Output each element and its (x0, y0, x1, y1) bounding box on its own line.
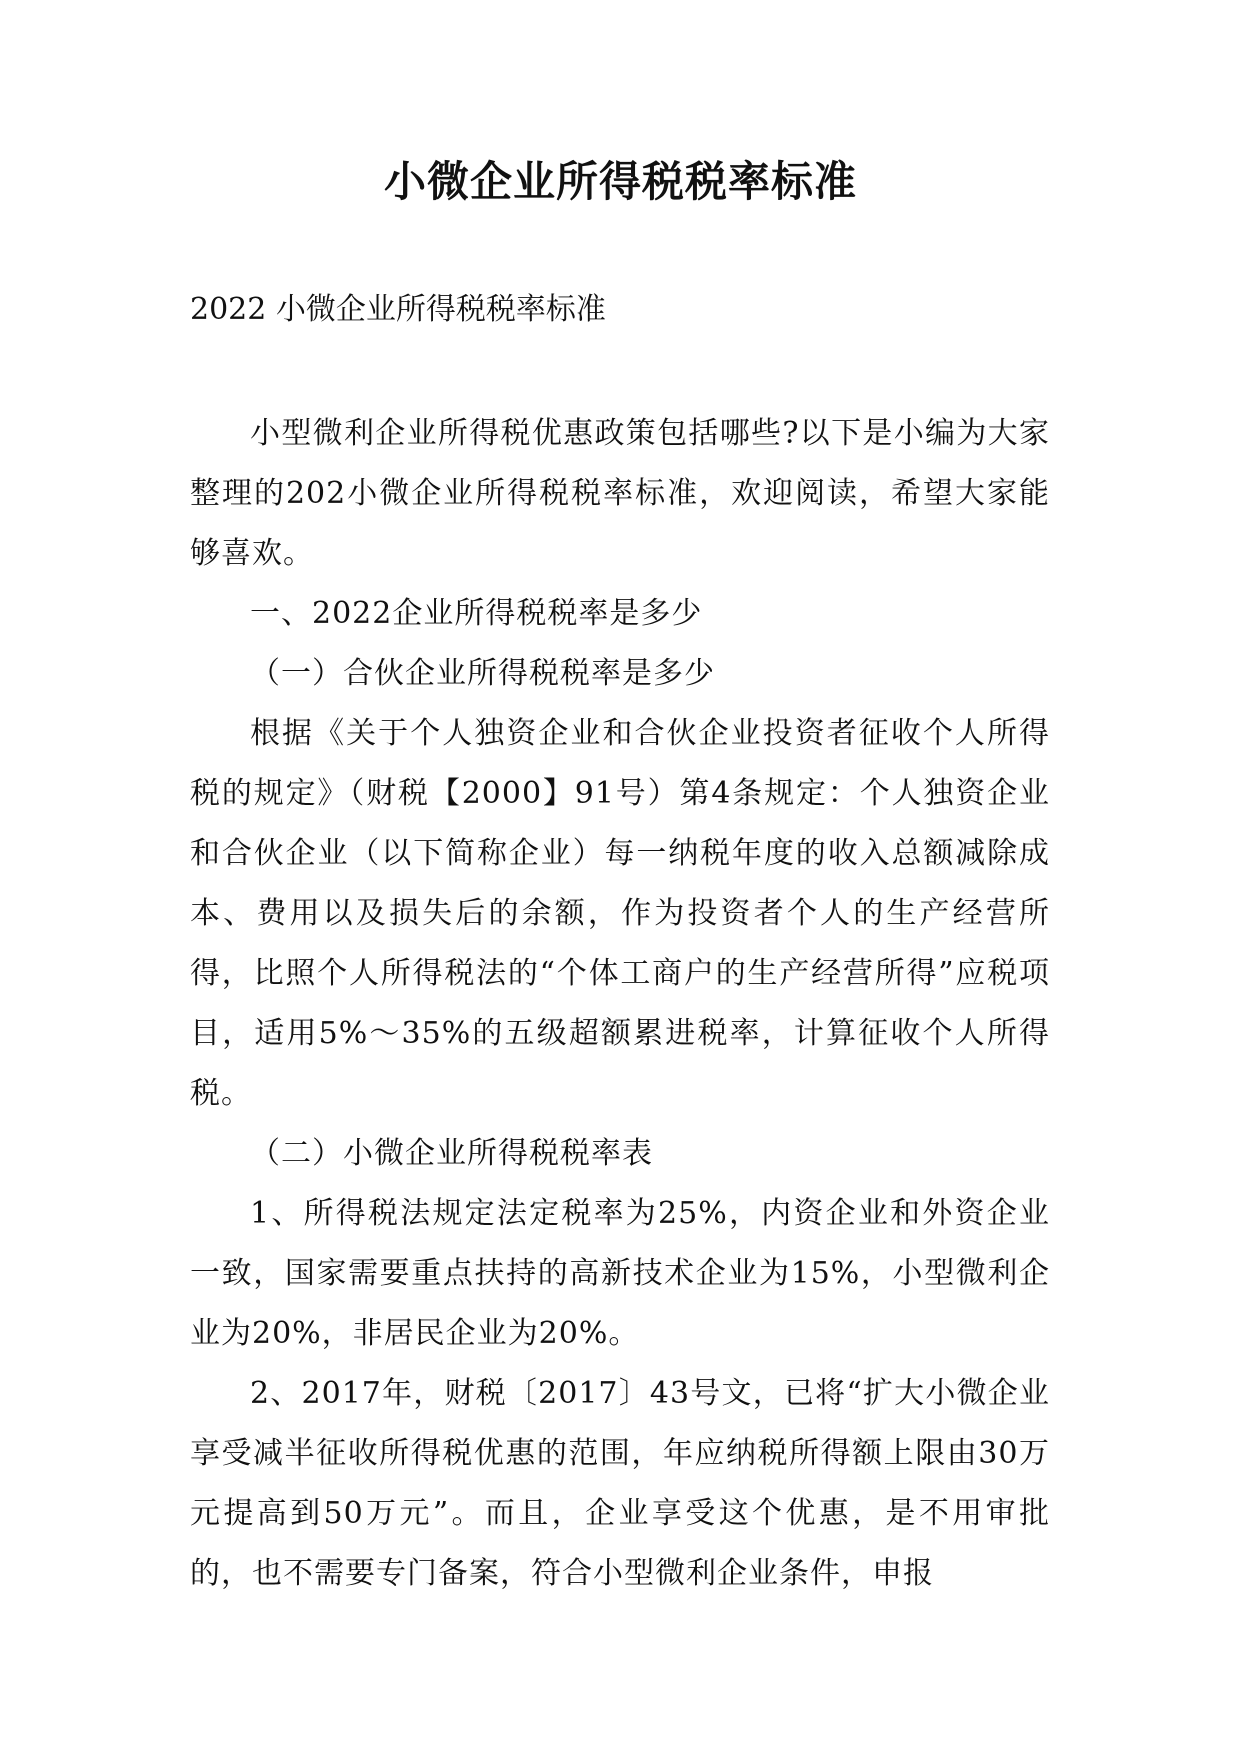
document-body (190, 404, 1050, 1604)
document-title: 小微企业所得税税率标准 (383, 157, 857, 206)
paragraph-intro: 小型微利企业所得税优惠政策包括哪些?以下是小编为大家整理的202小微企业所得税税率标准，欢迎阅读，希望大家能够喜欢。 (190, 416, 1050, 571)
subsection-heading-2: （二）小微企业所得税税率表 (250, 1136, 653, 1171)
section-heading-1: 一、2022企业所得税税率是多少 (250, 596, 703, 631)
paragraph-rate-item-1: 1、所得税法规定法定税率为25%，内资企业和外资企业一致，国家需要重点扶持的高新技术企业为15%，小型微利企业为20%，非居民企业为20%。 (190, 1196, 1050, 1351)
paragraph-partnership-rule: 根据《关于个人独资企业和合伙企业投资者征收个人所得税的规定》（财税【2000】91号）第4条规定：个人独资企业和合伙企业（以下简称企业）每一纳税年度的收入总额减除成本、费用以及损失后的余额，作为投资者个人的生产经营所得，比照个人所得税法的“个体工商户的生产经营所得”应税项目，适用5%～35%的五级超额累进税率，计算征收个人所得税。 (190, 716, 1050, 1111)
subsection-heading-1: （一）合伙企业所得税税率是多少 (250, 656, 715, 691)
document-subtitle: 2022 小微企业所得税税率标准 (190, 292, 606, 327)
paragraph-rate-item-2: 2、2017年，财税〔2017〕43号文，已将“扩大小微企业享受减半征收所得税优惠的范围，年应纳税所得额上限由30万元提高到50万元”。而且，企业享受这个优惠，是不用审批的，也不需要专门备案，符合小型微利企业条件，申报 (190, 1376, 1050, 1591)
